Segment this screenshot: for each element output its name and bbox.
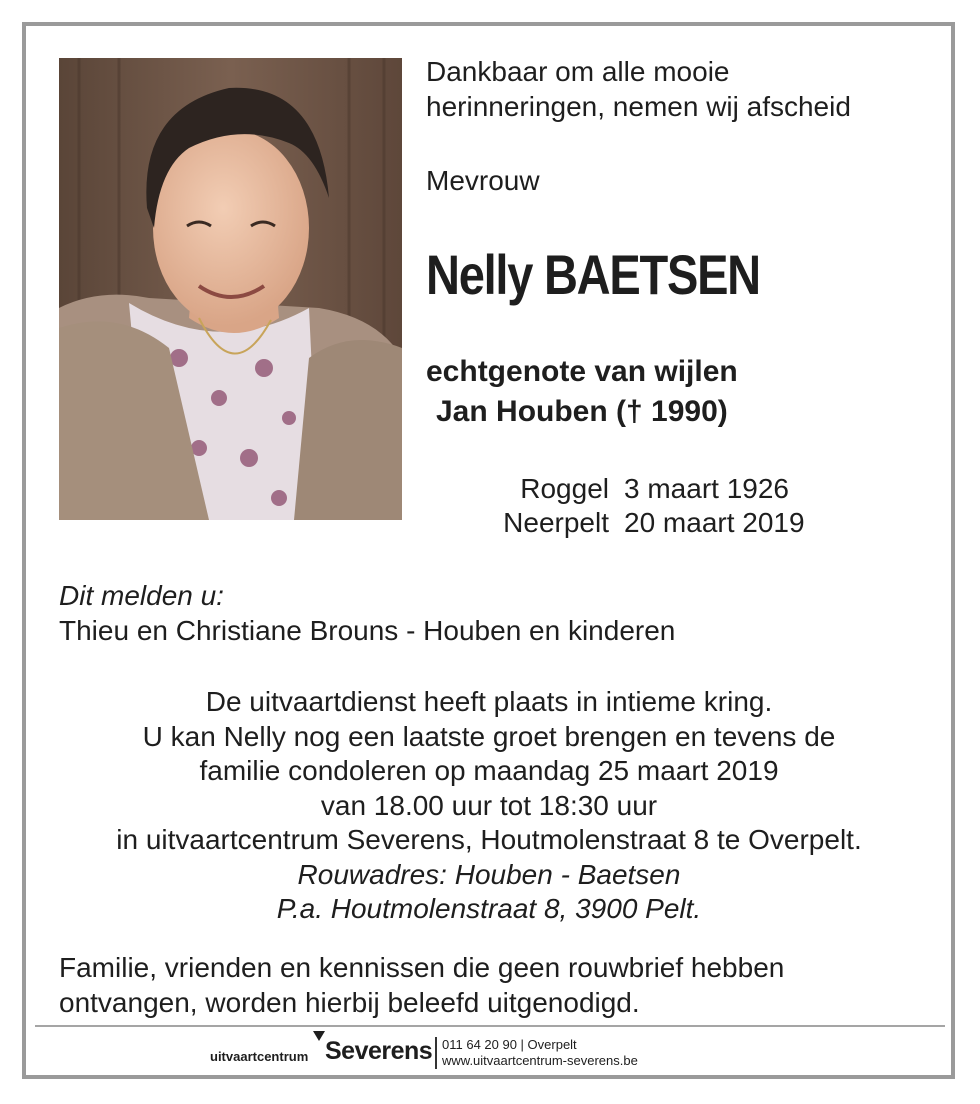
life-dates (490, 472, 805, 540)
intro-line-1: Dankbaar om alle mooie (426, 56, 730, 87)
service-line-4: van 18.00 uur tot 18:30 uur (320, 789, 658, 821)
service-line-1: De uitvaartdienst heeft plaats in intieme kring. (205, 686, 773, 717)
mourning-address-1: Rouwadres: Houben - Baetsen (297, 858, 681, 890)
birth-date: 3 maart 1926 (624, 473, 789, 504)
footer-divider (35, 1025, 945, 1027)
announcement-label: Dit melden u: (59, 580, 224, 611)
contact-website: www.uitvaartcentrum-severens.be (442, 1053, 638, 1068)
service-line-2: U kan Nelly nog een laatste groet brengen en tevens de (142, 720, 836, 752)
service-info (35, 685, 943, 927)
death-row (490, 506, 805, 540)
announcement (59, 578, 675, 648)
deceased-name: Nelly BAETSEN (426, 243, 760, 306)
spouse-line-1: echtgenote van wijlen (426, 355, 738, 388)
birth-row (490, 472, 805, 506)
birth-place: Roggel (520, 473, 609, 504)
logo-triangle-icon (313, 1031, 325, 1041)
intro-text (426, 54, 851, 124)
death-date: 20 maart 2019 (624, 507, 805, 538)
logo-small-text: uitvaartcentrum (210, 1049, 309, 1064)
spouse-info (426, 352, 738, 432)
service-line-5: in uitvaartcentrum Severens, Houtmolenstraat 8 te Overpelt. (116, 824, 862, 855)
invitation (59, 950, 784, 1020)
intro-line-2: herinneringen, nemen wij afscheid (426, 91, 851, 122)
logo-separator (435, 1037, 437, 1069)
invitation-line-1: Familie, vrienden en kennissen die geen rouwbrief hebben (59, 952, 785, 983)
salutation: Mevrouw (426, 165, 540, 196)
contact-info (442, 1037, 638, 1069)
logo-brand-text: Severens (325, 1037, 433, 1065)
portrait-photo (59, 58, 402, 520)
announcement-family: Thieu en Christiane Brouns - Houben en kinderen (59, 615, 676, 646)
contact-phone-location: 011 64 20 90 | Overpelt (442, 1037, 577, 1052)
invitation-line-2: ontvangen, worden hierbij beleefd uitgenodigd. (59, 987, 640, 1018)
service-line-3: familie condoleren op maandag 25 maart 2019 (199, 755, 779, 786)
mourning-address-2: P.a. Houtmolenstraat 8, 3900 Pelt. (276, 893, 702, 924)
spouse-line-2: Jan Houben († 1990) (436, 395, 728, 428)
death-place: Neerpelt (503, 507, 609, 538)
